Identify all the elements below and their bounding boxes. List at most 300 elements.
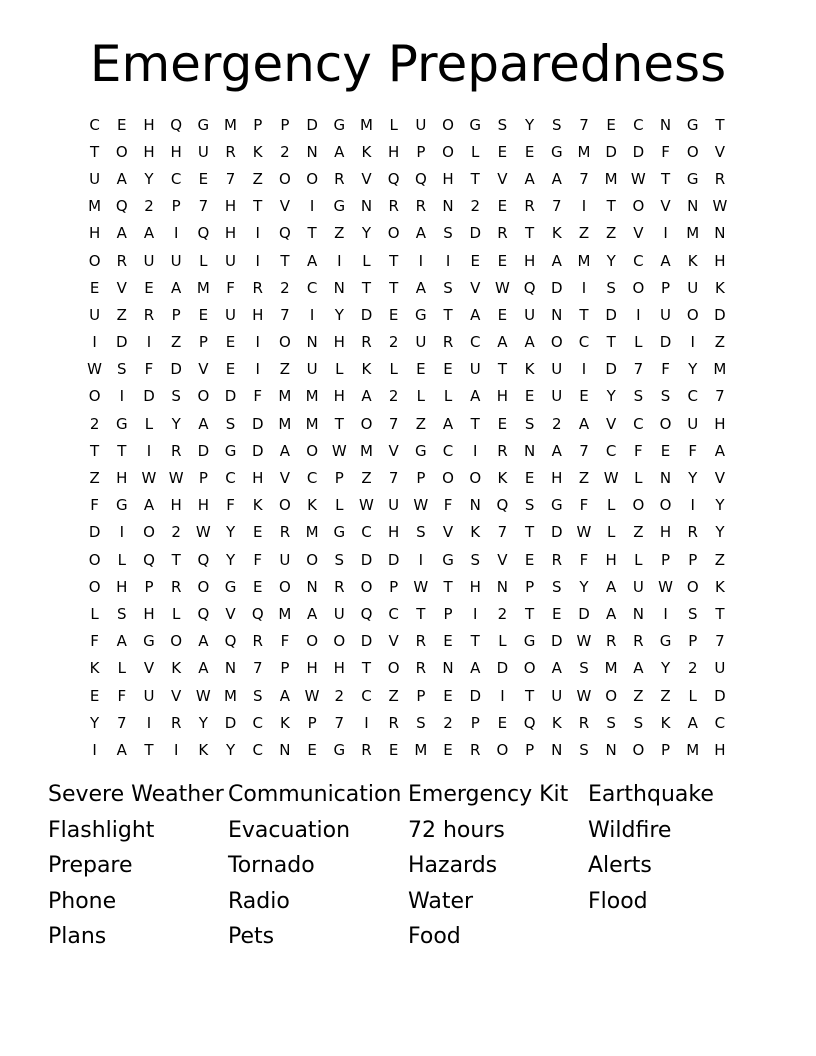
word-list-item: Pets <box>228 924 275 950</box>
grid-letter: A <box>606 604 617 623</box>
grid-letter: W <box>576 523 592 542</box>
grid-letter: N <box>442 197 454 216</box>
grid-letter: E <box>579 387 589 406</box>
grid-letter: O <box>632 496 645 515</box>
grid-letter: H <box>333 659 345 678</box>
grid-letter: L <box>634 550 643 569</box>
grid-letter: V <box>279 197 291 216</box>
grid-letter: T <box>117 441 127 460</box>
grid-letter: T <box>497 360 507 379</box>
grid-letter: F <box>117 686 127 705</box>
grid-letter: P <box>389 577 399 596</box>
grid-letter: L <box>117 550 126 569</box>
grid-letter: Z <box>388 686 399 705</box>
grid-letter: V <box>143 659 155 678</box>
grid-letter: H <box>605 550 617 569</box>
grid-letter: G <box>197 115 210 134</box>
grid-letter: G <box>224 441 237 460</box>
grid-letter: K <box>171 659 182 678</box>
grid-letter: Q <box>115 197 128 216</box>
grid-letter: I <box>364 713 369 732</box>
grid-letter: T <box>715 115 725 134</box>
grid-letter: W <box>195 523 211 542</box>
grid-letter: D <box>306 115 318 134</box>
grid-letter: O <box>306 169 318 188</box>
grid-letter: D <box>251 441 264 460</box>
grid-letter: C <box>388 604 399 623</box>
grid-letter: N <box>306 577 318 596</box>
grid-letter: H <box>714 414 726 433</box>
grid-letter: H <box>333 333 345 352</box>
grid-letter: K <box>497 469 508 488</box>
grid-letter: D <box>551 632 563 651</box>
grid-letter: O <box>442 142 454 161</box>
grid-letter: T <box>334 414 344 433</box>
grid-letter: T <box>389 251 399 270</box>
grid-letter: V <box>660 197 671 216</box>
grid-letter: O <box>279 333 291 352</box>
grid-letter: O <box>333 632 346 651</box>
grid-letter: N <box>687 197 699 216</box>
grid-letter: A <box>551 251 562 270</box>
word-list-item: 72 hours <box>408 817 505 843</box>
grid-letter: C <box>469 333 481 352</box>
grid-letter: W <box>658 577 673 596</box>
grid-letter: U <box>143 686 155 705</box>
grid-letter: A <box>415 278 426 297</box>
grid-letter: D <box>224 713 237 732</box>
grid-letter: D <box>496 659 509 678</box>
word-list-item: Phone <box>48 888 117 914</box>
grid-letter: V <box>497 550 508 569</box>
grid-letter: M <box>224 115 237 134</box>
grid-letter: C <box>605 441 617 460</box>
grid-letter: H <box>714 740 726 759</box>
grid-letter: G <box>415 305 427 324</box>
grid-letter: I <box>473 604 478 623</box>
grid-letter: E <box>524 469 535 488</box>
grid-letter: I <box>255 251 260 270</box>
grid-letter: W <box>494 278 510 297</box>
grid-letter: T <box>307 224 317 243</box>
grid-letter: Q <box>360 604 373 623</box>
grid-letter: V <box>279 469 291 488</box>
grid-letter: D <box>224 387 237 406</box>
grid-letter: Y <box>225 550 236 569</box>
grid-letter: 2 <box>280 142 290 161</box>
grid-letter: D <box>714 305 726 324</box>
grid-letter: M <box>686 224 700 243</box>
grid-letter: L <box>389 360 398 379</box>
grid-letter: E <box>443 360 453 379</box>
grid-letter: D <box>360 305 373 324</box>
grid-letter: G <box>333 115 346 134</box>
grid-letter: P <box>280 115 290 134</box>
grid-letter: P <box>525 740 535 759</box>
word-list-item: Emergency Kit <box>408 782 569 807</box>
grid-letter: M <box>686 740 700 759</box>
grid-letter: R <box>252 278 263 297</box>
grid-letter: A <box>470 659 481 678</box>
grid-letter: Y <box>334 305 344 324</box>
grid-letter: H <box>252 305 264 324</box>
grid-letter: O <box>279 496 291 515</box>
grid-row <box>81 709 734 736</box>
grid-letter: Z <box>660 686 671 705</box>
grid-letter: Y <box>90 713 100 732</box>
grid-row <box>81 274 734 301</box>
grid-letter: H <box>496 387 509 406</box>
grid-letter: I <box>146 333 152 352</box>
grid-letter: M <box>305 414 319 433</box>
page-title: Emergency Preparedness <box>89 35 727 93</box>
word-list-item: Radio <box>228 888 290 914</box>
grid-letter: S <box>633 387 644 406</box>
grid-letter: I <box>445 251 451 270</box>
grid-letter: S <box>579 659 589 678</box>
grid-letter: Q <box>387 169 400 188</box>
grid-letter: F <box>253 550 263 569</box>
grid-letter: A <box>578 414 590 433</box>
grid-letter: L <box>498 632 507 651</box>
grid-letter: Q <box>523 713 536 732</box>
grid-letter: G <box>686 169 699 188</box>
grid-row <box>81 138 734 165</box>
grid-letter: O <box>360 414 373 433</box>
grid-letter: A <box>279 441 291 460</box>
grid-letter: I <box>173 740 179 759</box>
word-list-item: Evacuation <box>228 817 351 843</box>
grid-letter: C <box>252 713 263 732</box>
grid-letter: A <box>116 740 127 759</box>
grid-letter: S <box>606 278 616 297</box>
grid-letter: N <box>224 659 237 678</box>
grid-letter: A <box>497 333 508 352</box>
grid-letter: Y <box>144 169 154 188</box>
grid-letter: U <box>469 360 481 379</box>
grid-letter: E <box>497 197 508 216</box>
grid-letter: W <box>576 686 592 705</box>
grid-letter: U <box>551 686 563 705</box>
grid-letter: Y <box>688 469 698 488</box>
grid-letter: G <box>333 740 346 759</box>
grid-letter: Y <box>660 659 671 678</box>
grid-letter: M <box>604 659 618 678</box>
grid-letter: F <box>226 278 235 297</box>
grid-letter: E <box>198 169 209 188</box>
word-list-item: Communication <box>228 782 402 807</box>
grid-letter: L <box>634 333 643 352</box>
grid-letter: D <box>605 142 617 161</box>
grid-letter: A <box>306 251 318 270</box>
grid-letter: O <box>659 496 672 515</box>
grid-letter: N <box>306 333 318 352</box>
grid-row <box>81 736 734 763</box>
grid-letter: R <box>225 142 236 161</box>
grid-letter: W <box>141 469 157 488</box>
grid-letter: H <box>523 251 536 270</box>
grid-letter: C <box>578 333 590 352</box>
grid-letter: A <box>551 659 562 678</box>
grid-letter: I <box>255 360 260 379</box>
grid-letter: C <box>714 713 726 732</box>
grid-letter: F <box>661 360 670 379</box>
grid-letter: S <box>579 740 589 759</box>
grid-letter: L <box>199 251 208 270</box>
word-list-item: Water <box>408 888 474 914</box>
grid-letter: 7 <box>579 115 589 134</box>
word-list-item: Wildfire <box>588 817 672 843</box>
grid-letter: 2 <box>171 523 181 542</box>
grid-letter: S <box>470 550 480 569</box>
grid-letter: T <box>470 169 480 188</box>
grid-letter: I <box>581 278 587 297</box>
grid-letter: Y <box>606 251 616 270</box>
grid-letter: P <box>525 577 535 596</box>
grid-letter: P <box>280 659 290 678</box>
grid-letter: I <box>119 387 124 406</box>
grid-letter: P <box>171 197 181 216</box>
grid-letter: R <box>442 333 454 352</box>
grid-letter: H <box>442 169 454 188</box>
grid-letter: M <box>278 414 292 433</box>
grid-letter: A <box>279 686 291 705</box>
grid-letter: P <box>198 469 208 488</box>
grid-letter: F <box>634 441 643 460</box>
grid-letter: G <box>333 523 346 542</box>
grid-letter: U <box>306 360 318 379</box>
grid-letter: E <box>307 740 317 759</box>
grid-letter: 2 <box>687 659 698 678</box>
grid-letter: S <box>660 387 671 406</box>
word-list-item: Food <box>408 924 461 950</box>
grid-letter: I <box>255 333 260 352</box>
grid-letter: R <box>334 169 345 188</box>
grid-letter: W <box>712 197 728 216</box>
grid-letter: U <box>333 604 345 623</box>
grid-letter: O <box>197 387 210 406</box>
grid-letter: I <box>92 333 97 352</box>
grid-letter: I <box>146 713 152 732</box>
grid-letter: G <box>115 496 128 515</box>
grid-letter: O <box>306 632 318 651</box>
grid-letter: S <box>117 604 127 623</box>
grid-letter: W <box>195 686 211 705</box>
grid-letter: T <box>470 414 480 433</box>
grid-letter: 2 <box>497 604 508 623</box>
grid-letter: M <box>713 360 727 379</box>
grid-letter: O <box>469 469 482 488</box>
grid-letter: C <box>89 115 100 134</box>
grid-letter: T <box>361 659 372 678</box>
grid-letter: K <box>524 360 535 379</box>
grid-letter: Q <box>197 550 210 569</box>
grid-letter: O <box>88 387 101 406</box>
grid-letter: S <box>606 713 616 732</box>
grid-row <box>81 247 734 274</box>
grid-letter: I <box>690 496 695 515</box>
grid-letter: S <box>416 713 426 732</box>
grid-letter: Q <box>143 550 155 569</box>
grid-letter: D <box>170 360 182 379</box>
grid-letter: G <box>115 414 128 433</box>
grid-letter: Y <box>171 414 181 433</box>
grid-letter: F <box>253 387 263 406</box>
grid-letter: T <box>280 251 290 270</box>
grid-letter: W <box>413 496 429 515</box>
grid-letter: 2 <box>280 278 290 297</box>
grid-letter: M <box>278 387 292 406</box>
grid-letter: K <box>89 659 100 678</box>
grid-row <box>81 220 734 247</box>
grid-letter: A <box>306 604 318 623</box>
grid-letter: H <box>197 496 209 515</box>
grid-letter: R <box>551 550 562 569</box>
grid-letter: O <box>170 632 183 651</box>
grid-letter: W <box>304 686 320 705</box>
grid-letter: Z <box>252 169 263 188</box>
grid-letter: Q <box>224 632 237 651</box>
grid-letter: G <box>523 632 536 651</box>
grid-letter: 7 <box>579 441 589 460</box>
grid-letter: D <box>714 686 726 705</box>
grid-letter: F <box>579 550 589 569</box>
grid-letter: I <box>663 604 668 623</box>
grid-row <box>81 193 734 220</box>
grid-letter: 2 <box>443 713 453 732</box>
grid-letter: M <box>359 115 373 134</box>
grid-letter: N <box>632 604 644 623</box>
grid-letter: 7 <box>252 659 263 678</box>
grid-letter: Q <box>197 604 210 623</box>
grid-letter: D <box>360 632 373 651</box>
word-list-item: Alerts <box>588 853 652 879</box>
grid-letter: T <box>171 550 181 569</box>
grid-letter: N <box>496 577 509 596</box>
grid-letter: V <box>442 523 454 542</box>
grid-letter: Z <box>415 414 426 433</box>
grid-letter: N <box>360 197 373 216</box>
grid-letter: O <box>115 142 128 161</box>
grid-letter: E <box>497 305 508 324</box>
grid-letter: 7 <box>552 197 562 216</box>
grid-letter: T <box>443 577 453 596</box>
grid-letter: 7 <box>633 360 644 379</box>
grid-letter: H <box>88 224 101 243</box>
grid-letter: Y <box>715 523 725 542</box>
grid-letter: R <box>578 713 590 732</box>
grid-letter: H <box>551 469 563 488</box>
grid-letter: H <box>469 577 481 596</box>
grid-letter: F <box>280 632 290 651</box>
grid-letter: E <box>117 115 127 134</box>
grid-letter: R <box>279 523 291 542</box>
grid-letter: N <box>469 496 481 515</box>
word-list-item: Flood <box>588 888 648 914</box>
grid-letter: Z <box>116 305 127 324</box>
grid-letter: M <box>224 686 237 705</box>
grid-letter: M <box>196 278 210 297</box>
grid-letter: I <box>500 686 505 705</box>
grid-letter: A <box>143 496 155 515</box>
grid-letter: U <box>687 414 699 433</box>
grid-row <box>81 492 734 519</box>
grid-letter: S <box>443 224 453 243</box>
grid-letter: 7 <box>334 713 345 732</box>
grid-letter: G <box>659 632 672 651</box>
grid-letter: I <box>473 441 478 460</box>
grid-letter: H <box>388 142 400 161</box>
grid-letter: F <box>688 441 698 460</box>
grid-letter: S <box>552 115 562 134</box>
grid-letter: T <box>416 604 426 623</box>
grid-letter: D <box>143 387 155 406</box>
grid-letter: 2 <box>89 414 100 433</box>
grid-letter: S <box>334 550 345 569</box>
grid-letter: U <box>524 305 536 324</box>
grid-letter: L <box>416 387 426 406</box>
grid-letter: O <box>686 142 699 161</box>
grid-letter: D <box>605 305 617 324</box>
grid-letter: E <box>416 360 426 379</box>
grid-letter: U <box>687 278 699 297</box>
grid-letter: N <box>605 740 617 759</box>
grid-letter: T <box>525 604 535 623</box>
grid-letter: Q <box>197 224 210 243</box>
grid-letter: O <box>686 305 699 324</box>
grid-letter: V <box>606 414 617 433</box>
grid-letter: K <box>714 278 725 297</box>
grid-letter: W <box>168 469 184 488</box>
grid-letter: N <box>659 115 672 134</box>
grid-letter: 2 <box>388 333 399 352</box>
grid-letter: K <box>307 496 318 515</box>
grid-letter: G <box>224 577 237 596</box>
grid-letter: D <box>605 360 617 379</box>
grid-letter: S <box>443 278 453 297</box>
grid-letter: E <box>252 523 263 542</box>
grid-letter: E <box>388 305 399 324</box>
grid-letter: O <box>632 740 645 759</box>
grid-letter: D <box>387 550 400 569</box>
grid-letter: H <box>116 469 128 488</box>
grid-letter: D <box>360 550 373 569</box>
grid-letter: N <box>714 224 726 243</box>
grid-letter: R <box>470 740 481 759</box>
grid-letter: G <box>415 441 427 460</box>
grid-letter: U <box>551 360 563 379</box>
grid-letter: C <box>633 115 644 134</box>
grid-letter: U <box>89 305 101 324</box>
grid-letter: K <box>361 360 372 379</box>
word-list-item: Tornado <box>228 853 315 879</box>
grid-letter: W <box>87 360 103 379</box>
grid-letter: F <box>443 496 453 515</box>
grid-letter: T <box>525 224 535 243</box>
grid-letter: R <box>605 632 617 651</box>
grid-letter: E <box>497 142 508 161</box>
grid-letter: I <box>581 197 587 216</box>
grid-letter: N <box>659 469 672 488</box>
grid-letter: D <box>88 523 101 542</box>
grid-letter: N <box>442 659 454 678</box>
grid-letter: O <box>442 115 454 134</box>
grid-letter: A <box>415 224 426 243</box>
grid-letter: P <box>416 142 426 161</box>
grid-letter: C <box>306 469 318 488</box>
grid-letter: U <box>143 251 155 270</box>
grid-letter: A <box>606 577 617 596</box>
